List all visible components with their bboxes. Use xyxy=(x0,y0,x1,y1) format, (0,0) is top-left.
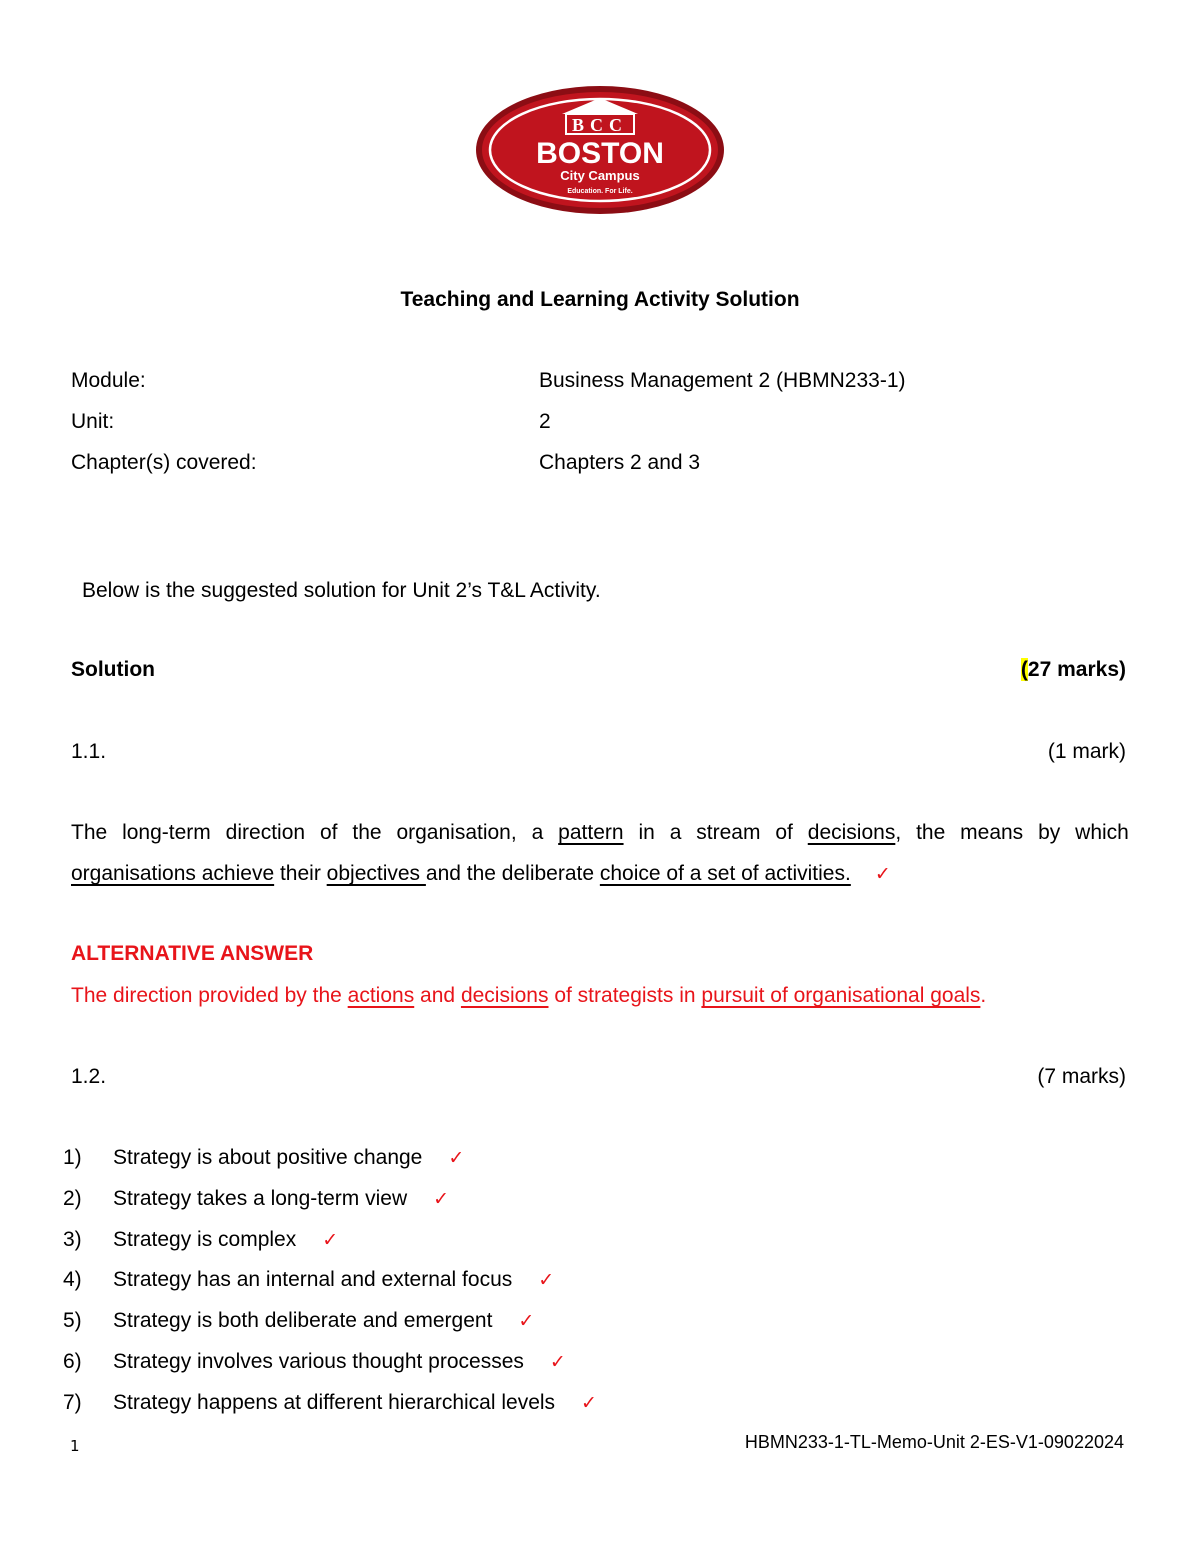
answer-word: which xyxy=(1075,821,1129,844)
question-1-1-number: 1.1. xyxy=(71,740,107,763)
svg-text:BOSTON: BOSTON xyxy=(536,137,664,170)
answer-word: of xyxy=(319,821,338,844)
list-item-number: 1) xyxy=(63,1146,82,1169)
list-item-text: Strategy takes a long-term view xyxy=(113,1187,408,1210)
document-code: HBMN233-1-TL-Memo-Unit 2-ES-V1-09022024 xyxy=(744,1432,1124,1452)
question-1-2-marks: (7 marks) xyxy=(1037,1065,1126,1088)
answer-word: direction xyxy=(225,821,306,844)
alternative-answer-text xyxy=(71,983,986,1009)
solution-heading: Solution xyxy=(71,658,155,681)
document-title: Teaching and Learning Activity Solution xyxy=(400,288,800,311)
svg-text:BCC: BCC xyxy=(571,115,629,135)
answer-text: their xyxy=(274,862,327,885)
checkmark-icon: ✓ xyxy=(874,863,891,885)
answer-keyword: choice of a set of activities. xyxy=(599,862,851,885)
checkmark-icon: ✓ xyxy=(538,1269,555,1291)
alt-text-part: The direction provided by the xyxy=(71,984,348,1007)
answer-word: stream xyxy=(696,821,761,844)
svg-text:City Campus: City Campus xyxy=(560,168,640,183)
answer-1-1-line-2 xyxy=(71,861,891,887)
alternative-answer-heading: ALTERNATIVE ANSWER xyxy=(71,942,314,965)
question-1-2-number: 1.2. xyxy=(71,1065,107,1088)
checkmark-icon: ✓ xyxy=(322,1229,339,1251)
checkmark-icon: ✓ xyxy=(433,1188,450,1210)
alt-text-part: of strategists in xyxy=(548,984,702,1007)
list-item xyxy=(113,1227,338,1253)
chapters-value: Chapters 2 and 3 xyxy=(539,451,701,474)
list-item-number: 3) xyxy=(63,1228,82,1251)
highlighted-bracket: ( xyxy=(1020,658,1028,681)
answer-word: by xyxy=(1038,821,1061,844)
list-item xyxy=(113,1145,464,1171)
answer-keyword: organisations achieve xyxy=(71,862,275,885)
answer-word: a xyxy=(531,821,544,844)
answer-word: long-term xyxy=(122,821,211,844)
alt-keyword: actions xyxy=(347,984,415,1007)
alt-keyword: pursuit of organisational goals xyxy=(701,984,981,1007)
checkmark-icon: ✓ xyxy=(581,1392,597,1414)
list-item-text: Strategy is complex xyxy=(113,1228,297,1251)
list-item xyxy=(113,1349,566,1375)
answer-punctuation: , xyxy=(895,821,902,844)
checkmark-icon: ✓ xyxy=(518,1310,535,1332)
list-item-number: 7) xyxy=(63,1391,82,1414)
alt-text-part: . xyxy=(980,984,987,1007)
answer-word: of xyxy=(775,821,793,844)
boston-city-campus-logo xyxy=(474,84,726,216)
intro-text: Below is the suggested solution for Unit 2’s T&L Activity. xyxy=(82,579,601,602)
module-label: Module: xyxy=(71,369,146,392)
page-number: 1 xyxy=(70,1437,80,1455)
answer-word: organisation, xyxy=(396,821,517,844)
answer-keyword: pattern xyxy=(558,821,624,844)
list-item-text: Strategy involves various thought processes xyxy=(113,1350,524,1373)
module-value: Business Management 2 (HBMN233-1) xyxy=(539,369,906,392)
list-item-text: Strategy happens at different hierarchical levels xyxy=(113,1391,556,1414)
list-item-number: 6) xyxy=(63,1350,82,1373)
list-item xyxy=(113,1267,554,1293)
chapters-label: Chapter(s) covered: xyxy=(71,451,257,474)
alt-keyword: decisions xyxy=(460,984,549,1007)
list-item-text: Strategy is both deliberate and emergent xyxy=(113,1309,493,1332)
alt-text-part: and xyxy=(414,984,461,1007)
list-item-number: 4) xyxy=(63,1268,82,1291)
list-item-number: 2) xyxy=(63,1187,82,1210)
answer-word: means xyxy=(960,821,1024,844)
answer-word: in xyxy=(638,821,655,844)
list-item xyxy=(113,1390,597,1416)
list-item-number: 5) xyxy=(63,1309,82,1332)
answer-keyword: objectives xyxy=(326,862,426,885)
solution-marks-text: 27 marks) xyxy=(1027,658,1126,681)
list-item-text: Strategy is about positive change xyxy=(113,1146,423,1169)
answer-word: a xyxy=(669,821,682,844)
list-item xyxy=(113,1308,534,1334)
answer-keyword-group xyxy=(808,820,901,846)
list-item-text: Strategy has an internal and external focus xyxy=(113,1268,513,1291)
checkmark-icon: ✓ xyxy=(549,1351,566,1373)
answer-text: and the deliberate xyxy=(425,862,600,885)
list-item xyxy=(113,1186,449,1212)
answer-word: the xyxy=(916,821,946,844)
unit-value: 2 xyxy=(539,410,551,433)
answer-word: The xyxy=(71,821,108,844)
unit-label: Unit: xyxy=(71,410,115,433)
checkmark-icon: ✓ xyxy=(448,1147,465,1169)
answer-1-1-line-1 xyxy=(71,820,1129,846)
answer-keyword: decisions xyxy=(807,821,896,844)
question-1-1-marks: (1 mark) xyxy=(1047,740,1126,763)
svg-text:Education. For Life.: Education. For Life. xyxy=(567,188,633,195)
solution-total-marks xyxy=(1021,657,1126,683)
answer-word: the xyxy=(352,821,382,844)
